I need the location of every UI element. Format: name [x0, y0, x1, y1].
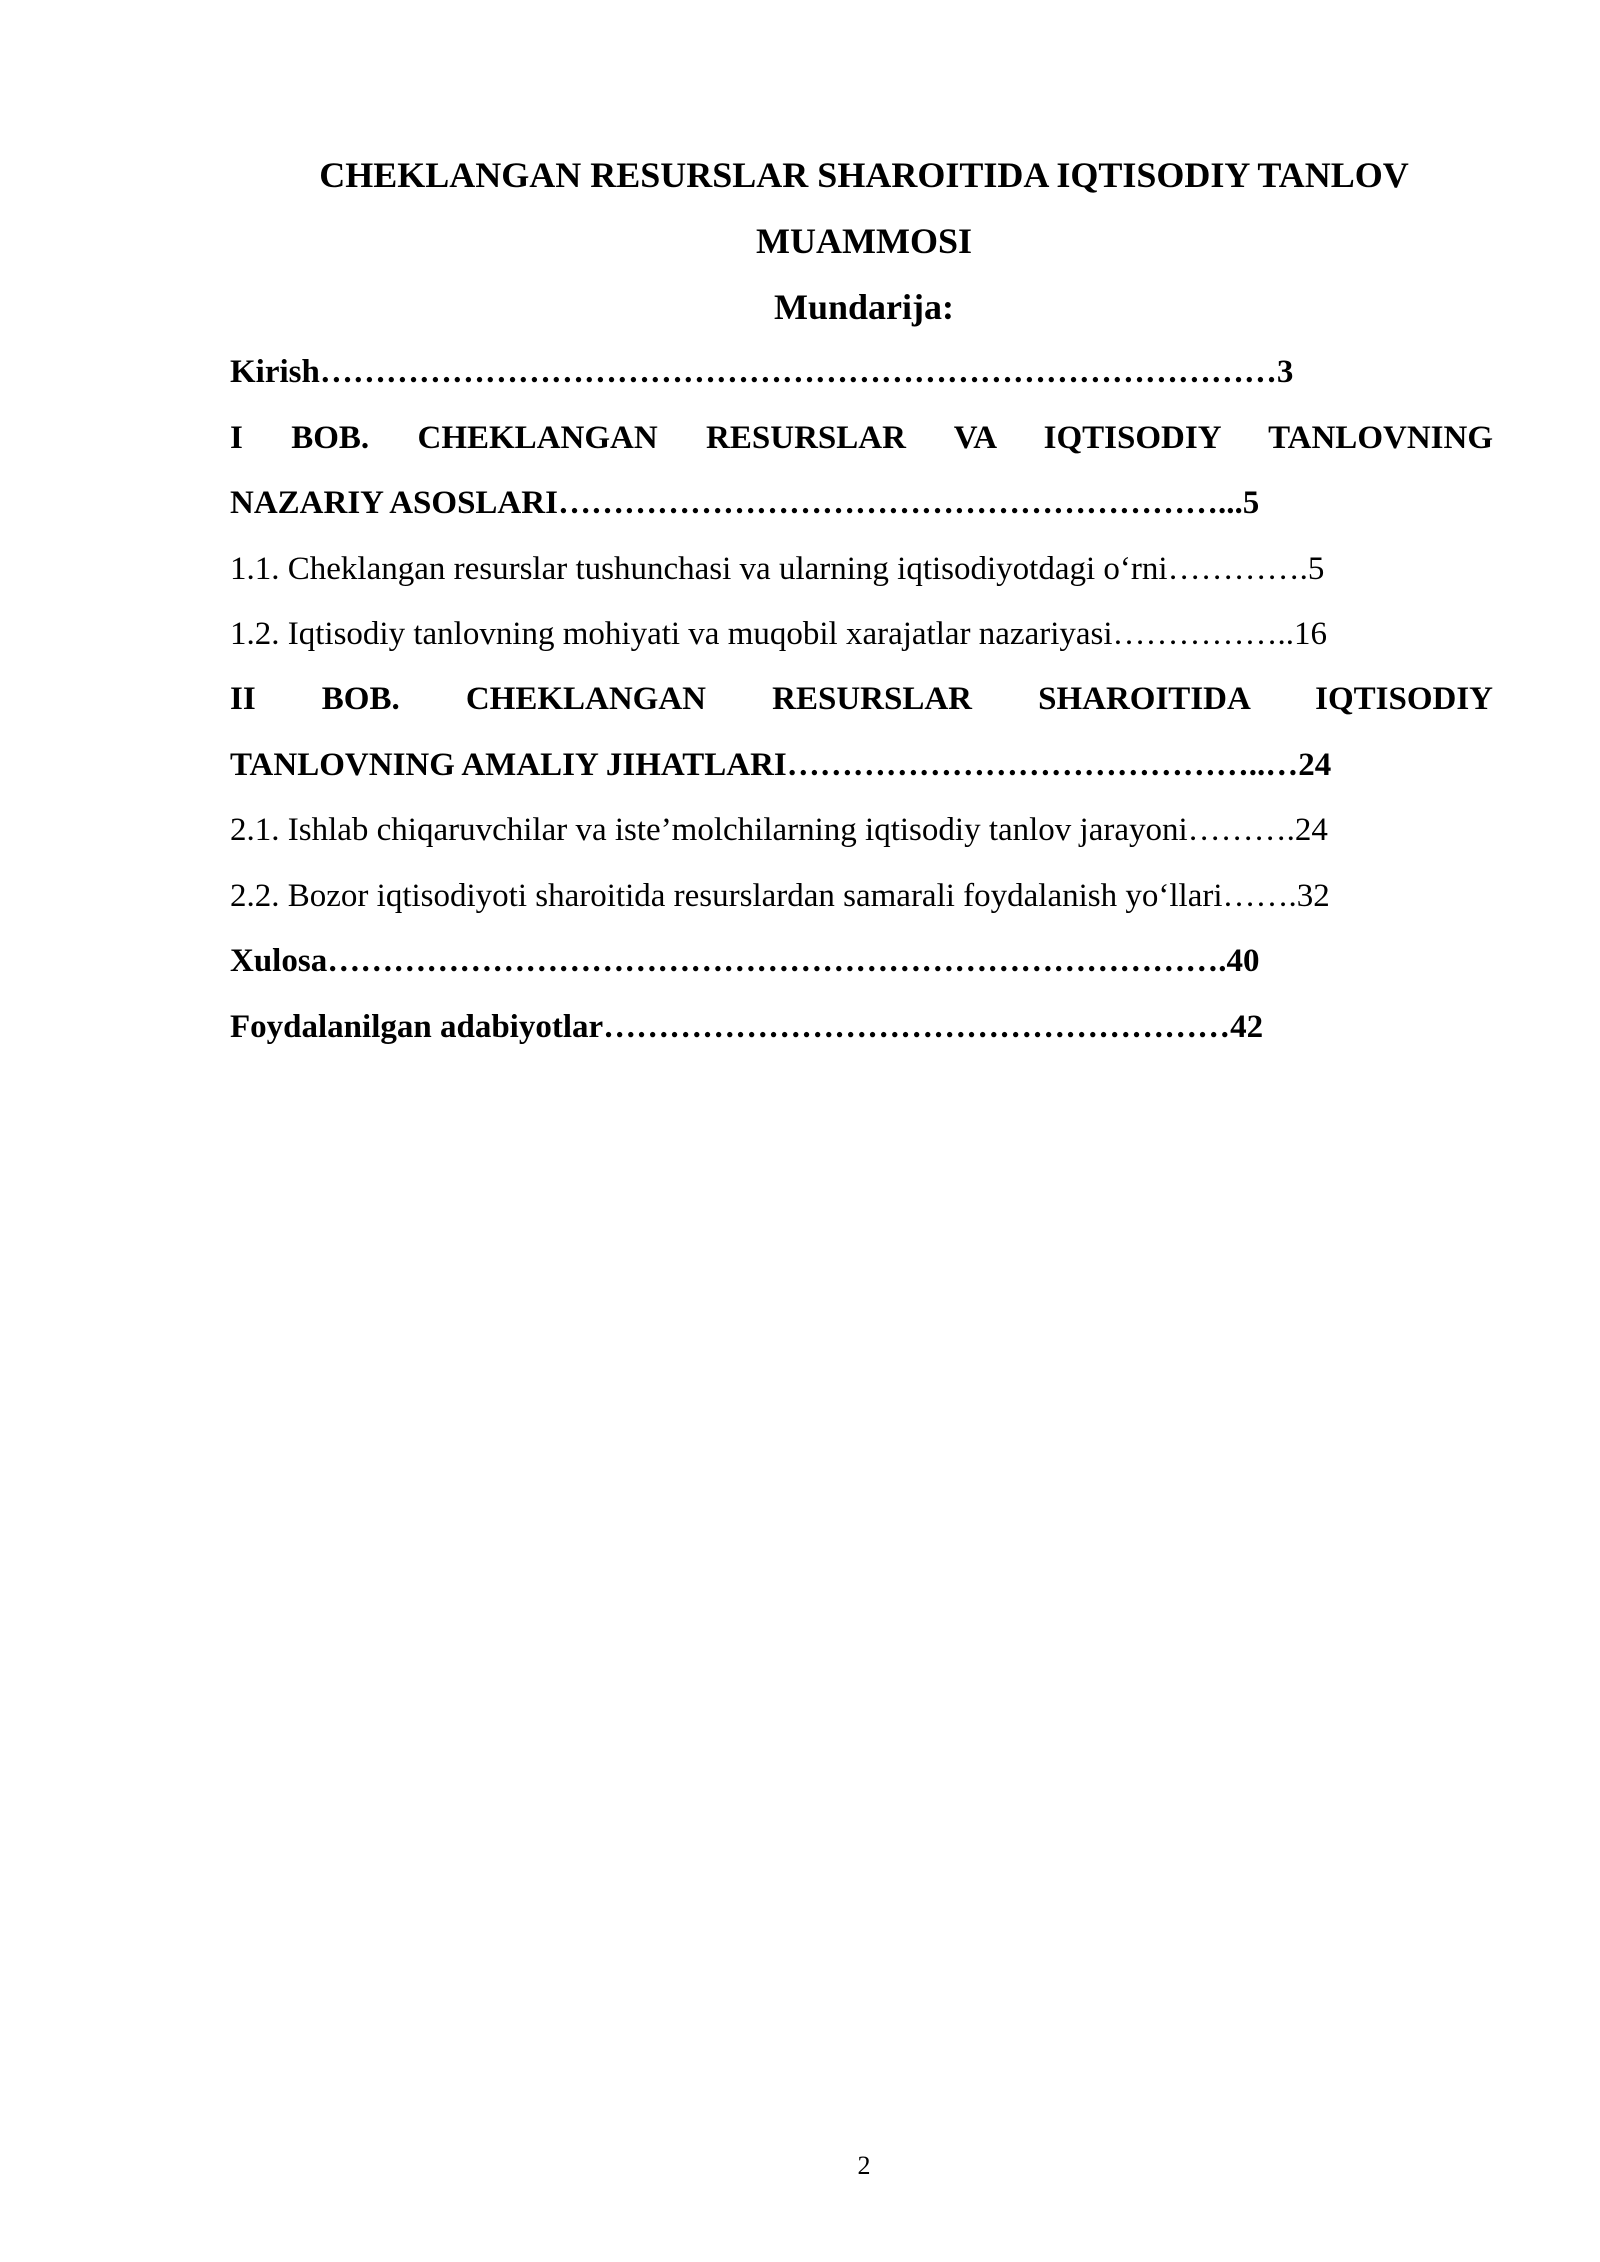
document-title-line-2: MUAMMOSI	[756, 221, 972, 261]
toc-heading: Mundarija:	[774, 287, 954, 327]
toc-entry-kirish: Kirish……………………………………………………………………………3	[230, 354, 1294, 390]
toc-entry-section-2-1: 2.1. Ishlab chiqaruvchilar va iste’molchilarning iqtisodiy tanlov jarayoni……….24	[230, 812, 1328, 848]
toc-entry-chapter-1-title-cont: NAZARIY ASOSLARI……………………………………………………...5	[230, 485, 1260, 521]
page-number: 2	[857, 2151, 871, 2180]
document-title-line-1: CHEKLANGAN RESURSLAR SHAROITIDA IQTISODIY TANLOV	[319, 155, 1409, 195]
toc-entry-chapter-1-title: I BOB. CHEKLANGAN RESURSLAR VA IQTISODIY TANLOVNING	[230, 420, 1493, 456]
toc-entry-section-1-2: 1.2. Iqtisodiy tanlovning mohiyati va muqobil xarajatlar nazariyasi……………..16	[230, 616, 1328, 652]
toc-entry-section-2-2: 2.2. Bozor iqtisodiyoti sharoitida resurslardan samarali foydalanish yo‘llari…….32	[230, 878, 1330, 914]
toc-entry-section-1-1: 1.1. Cheklangan resurslar tushunchasi va ularning iqtisodiyotdagi o‘rni………….5	[230, 551, 1325, 587]
toc-entry-adabiyotlar: Foydalanilgan adabiyotlar…………………………………………………42	[230, 1009, 1264, 1045]
toc-entry-xulosa: Xulosa……………………………………………………………………….40	[230, 943, 1260, 979]
toc-entry-chapter-2-title: II BOB. CHEKLANGAN RESURSLAR SHAROITIDA IQTISODIY	[230, 681, 1493, 717]
toc-entry-chapter-2-title-cont: TANLOVNING AMALIY JIHATLARI……………………………………..…24	[230, 747, 1332, 783]
